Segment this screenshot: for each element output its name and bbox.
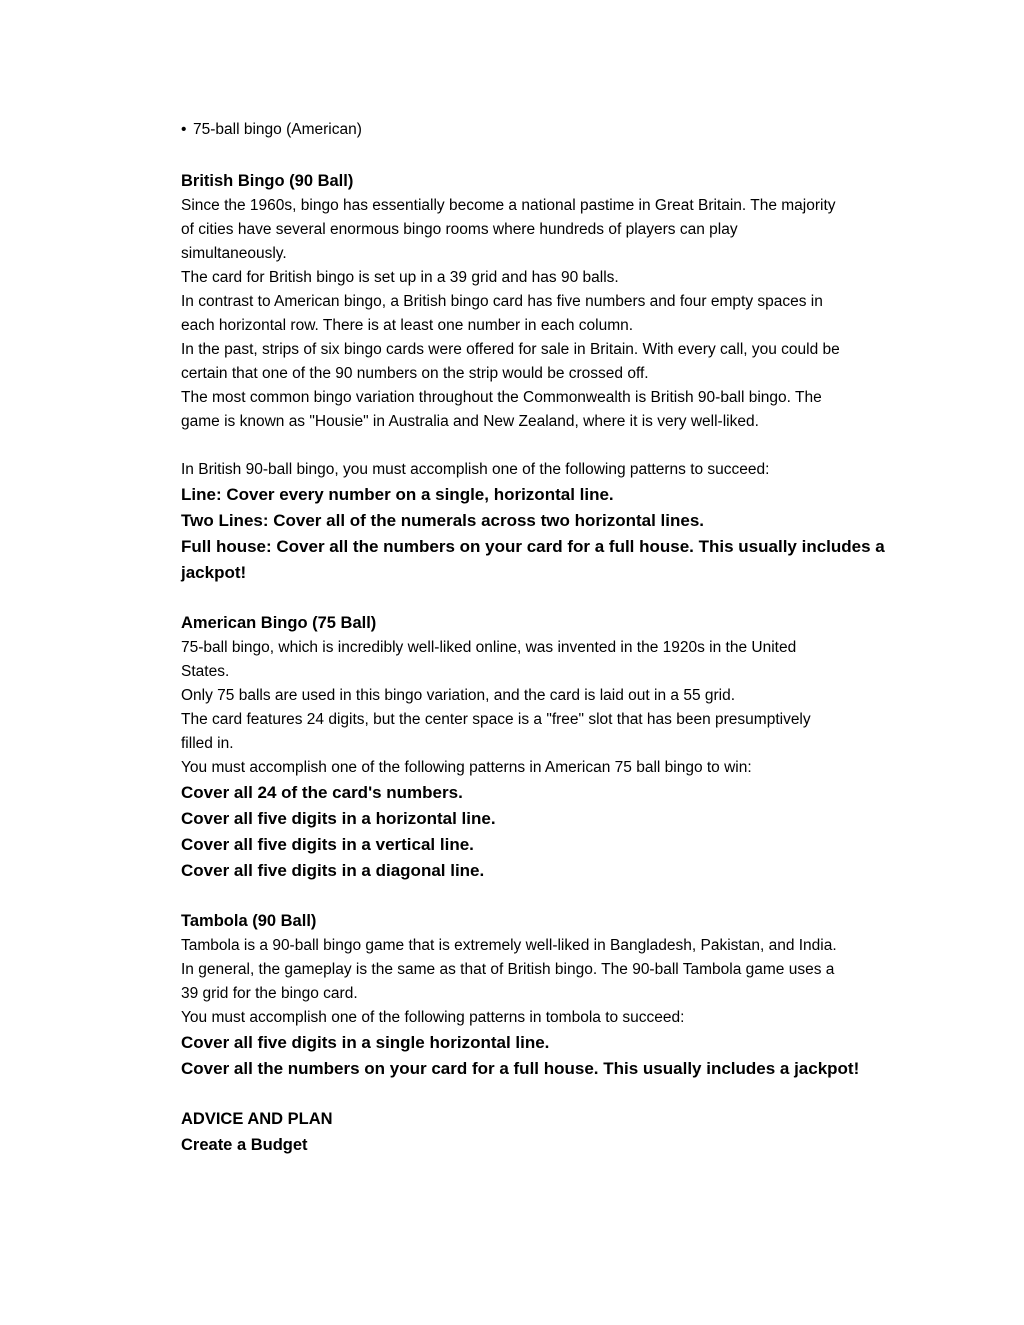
british-pattern-item: Line: Cover every number on a single, horizontal line. [181,485,614,504]
tambola-line: 39 grid for the bingo card. [181,985,358,1002]
american-line: States. [181,663,230,680]
american-pattern-item: Cover all five digits in a horizontal line. [181,809,496,828]
tambola-pattern-item: Cover all five digits in a single horizontal line. [181,1033,550,1052]
british-line: The most common bingo variation throughout the Commonwealth is British 90-ball bingo. The [181,389,822,406]
american-pattern-item: Cover all five digits in a vertical line. [181,835,474,854]
british-line: In the past, strips of six bingo cards were offered for sale in Britain. With every call, you could be [181,341,840,358]
american-patterns-list [181,780,906,884]
american-body [181,636,906,780]
british-line: of cities have several enormous bingo rooms where hundreds of players can play [181,221,738,238]
tambola-line: In general, the gameplay is the same as that of British bingo. The 90-ball Tambola game uses a [181,961,835,978]
intro-bullet-item [181,118,906,142]
american-pattern-item: Cover all 24 of the card's numbers. [181,783,463,802]
british-line: each horizontal row. There is at least one number in each column. [181,317,634,334]
british-line: The card for British bingo is set up in a 39 grid and has 90 balls. [181,269,619,286]
tambola-pattern-item: Cover all the numbers on your card for a full house. This usually includes a jackpot! [181,1059,860,1078]
intro-bullet-text: 75-ball bingo (American) [193,121,362,138]
american-line: 75-ball bingo, which is incredibly well-liked online, was invented in the 1920s in the United [181,639,797,656]
american-line: filled in. [181,735,234,752]
british-line: In contrast to American bingo, a British bingo card has five numbers and four empty spaces in [181,293,823,310]
tambola-heading: Tambola (90 Ball) [181,912,317,930]
bullet-icon: • [181,121,187,138]
advice-subheading: Create a Budget [181,1136,308,1154]
american-pattern-item: Cover all five digits in a diagonal line. [181,861,485,880]
advice-heading: ADVICE AND PLAN [181,1110,333,1128]
british-heading: British Bingo (90 Ball) [181,172,354,190]
tambola-line: You must accomplish one of the following patterns in tombola to succeed: [181,1009,685,1026]
british-line: certain that one of the 90 numbers on the strip would be crossed off. [181,365,649,382]
american-line: Only 75 balls are used in this bingo variation, and the card is laid out in a 55 grid. [181,687,736,704]
british-patterns-intro: In British 90-ball bingo, you must accomplish one of the following patterns to succeed: [181,461,770,478]
document-page [181,118,906,1158]
tambola-patterns-list [181,1030,906,1082]
british-pattern-item: Full house: Cover all the numbers on your card for a full house. This usually includes a [181,537,885,556]
american-line: You must accomplish one of the following patterns in American 75 ball bingo to win: [181,759,752,776]
british-body [181,194,906,434]
british-pattern-item: jackpot! [181,563,247,582]
british-line: Since the 1960s, bingo has essentially become a national pastime in Great Britain. The majority [181,197,836,214]
british-patterns-list [181,482,906,586]
british-line: simultaneously. [181,245,287,262]
american-heading: American Bingo (75 Ball) [181,614,377,632]
tambola-line: Tambola is a 90-ball bingo game that is extremely well-liked in Bangladesh, Pakistan, and India. [181,937,837,954]
tambola-body [181,934,906,1030]
british-line: game is known as "Housie" in Australia and New Zealand, where it is very well-liked. [181,413,759,430]
british-pattern-item: Two Lines: Cover all of the numerals across two horizontal lines. [181,511,705,530]
american-line: The card features 24 digits, but the center space is a "free" slot that has been presumptively [181,711,811,728]
